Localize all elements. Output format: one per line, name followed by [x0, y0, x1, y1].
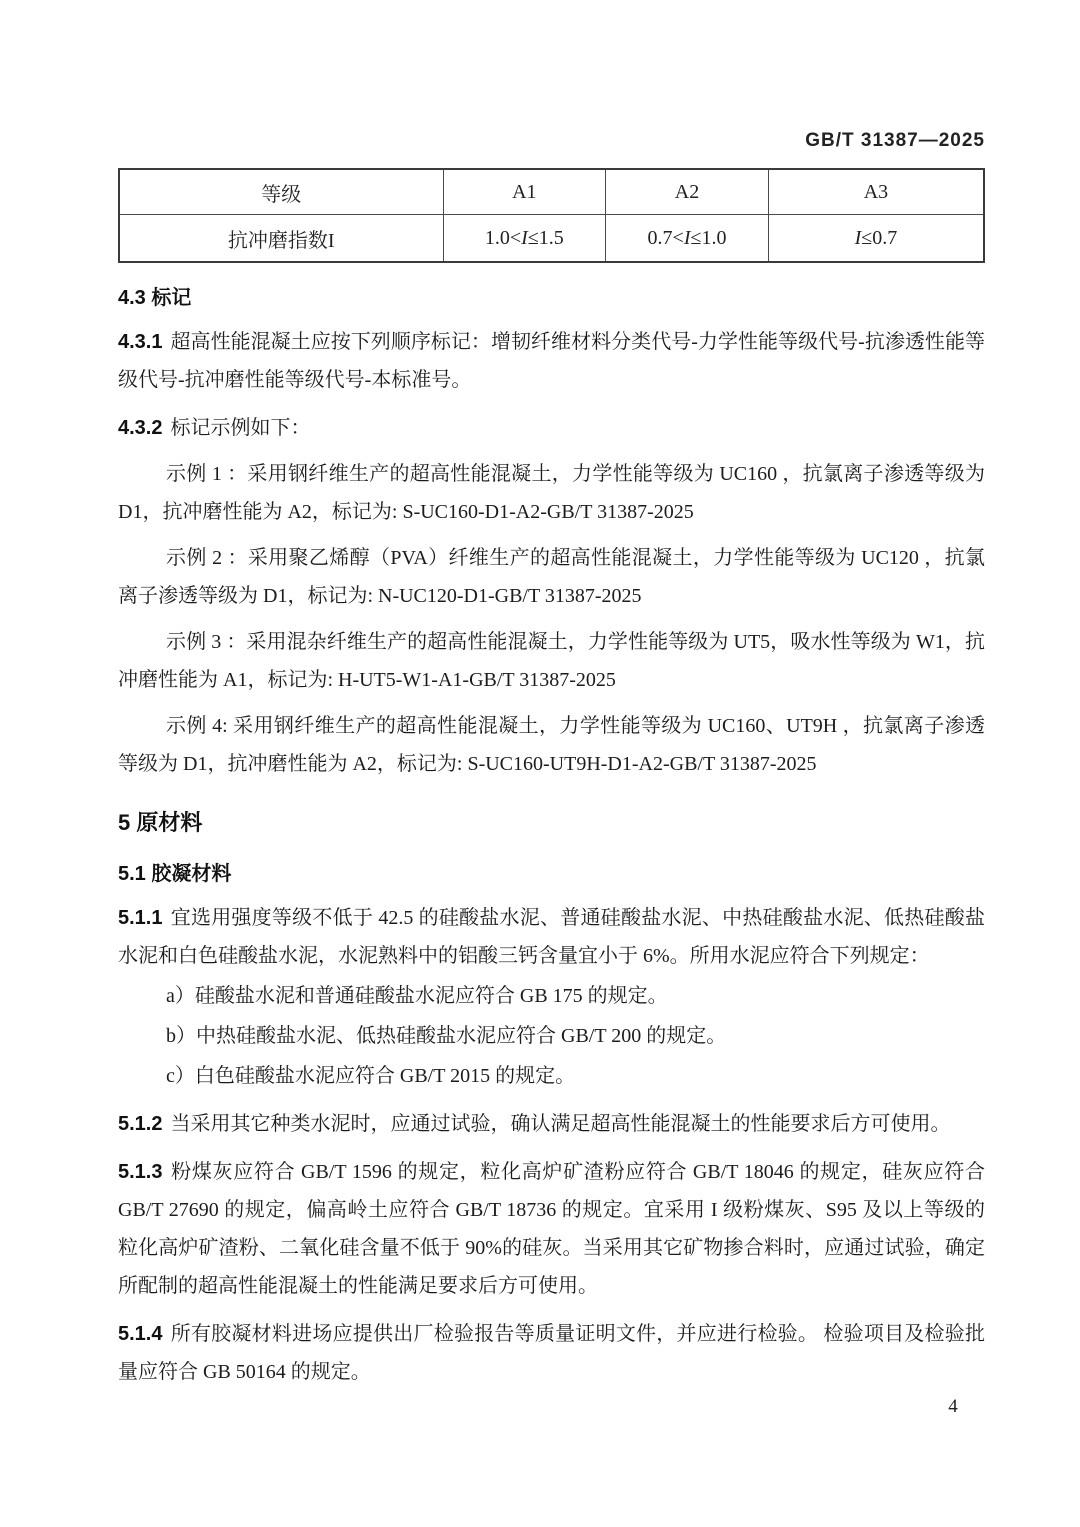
- clause-number: 4.3.2: [118, 417, 163, 439]
- clause-text: 宜选用强度等级不低于 42.5 的硅酸盐水泥、普通硅酸盐水泥、中热硅酸盐水泥、低热硅酸盐水泥和白色硅酸盐水泥，水泥熟料中的铝酸三钙含量宜小于 6%。所用水泥应符合下列规定：: [118, 907, 985, 967]
- clause-number: 5.1.1: [118, 907, 163, 929]
- clause-number: 5.1.4: [118, 1323, 163, 1345]
- clause-number: 4.3.1: [118, 331, 163, 353]
- grade-table-header-row: [119, 169, 984, 215]
- value-suffix: ≤1.0: [690, 226, 727, 249]
- grade-table-header-cell: A3: [768, 169, 984, 215]
- grade-table-row-label: 抗冲磨指数I: [119, 215, 443, 263]
- page-content: [118, 128, 985, 1391]
- page-number: 4: [948, 1396, 958, 1417]
- section-heading-5: 5 原材料: [118, 810, 203, 835]
- sub-item-a: a）硅酸盐水泥和普通硅酸盐水泥应符合 GB 175 的规定。: [166, 985, 668, 1007]
- value-variable: I: [521, 226, 528, 249]
- example-3: 示例 3 ：采用混杂纤维生产的超高性能混凝土，力学性能等级为 UT5，吸水性等级为 W1，抗冲磨性能为 A1，标记为: H-UT5-W1-A1-GB/T 31387-2025: [118, 631, 985, 691]
- grade-table-value-cell: [443, 215, 606, 263]
- clause-4-3-2: [118, 409, 985, 447]
- grade-table-value-row: [119, 215, 984, 263]
- value-suffix: ≤0.7: [861, 226, 898, 249]
- clause-4-3-1: [118, 323, 985, 399]
- value-prefix: 1.0<: [484, 226, 522, 249]
- clause-5-1-3: [118, 1153, 985, 1305]
- grade-table-header-cell: 等级: [119, 169, 443, 215]
- section-heading-4-3: 4.3 标记: [118, 287, 192, 309]
- clause-5-1-2: [118, 1105, 985, 1143]
- value-variable: I: [683, 226, 691, 249]
- clause-text: 当采用其它种类水泥时，应通过试验，确认满足超高性能混凝土的性能要求后方可使用。: [170, 1113, 951, 1135]
- grade-table-value-cell: [606, 215, 769, 263]
- clause-text: 所有胶凝材料进场应提供出厂检验报告等质量证明文件，并应进行检验。 检验项目及检验批量应符合 GB 50164 的规定。: [118, 1323, 985, 1383]
- clause-text: 超高性能混凝土应按下列顺序标记：增韧纤维材料分类代号-力学性能等级代号-抗渗透性能等级代号-抗冲磨性能等级代号-本标准号。: [118, 331, 985, 391]
- value-variable: I: [854, 226, 862, 249]
- standard-number-header: GB/T 31387—2025: [805, 130, 985, 151]
- clause-text: 粉煤灰应符合 GB/T 1596 的规定，粒化高炉矿渣粉应符合 GB/T 18046 的规定，硅灰应符合 GB/T 27690 的规定，偏高岭土应符合 GB/T 18736 的规定。宜采用 I 级粉煤灰、S95 及以上等级的粒化高炉矿渣粉、二氧化硅含量不低于 90%的硅灰。当采用其它矿物掺合料时，应通过试验，确定所配制的超高性能混凝土的性能满足要求后方可使用。: [118, 1161, 985, 1297]
- value-suffix: ≤1.5: [527, 226, 564, 249]
- clause-number: 5.1.3: [118, 1161, 163, 1183]
- grade-table-header-cell: A1: [443, 169, 606, 215]
- example-1: 示例 1 ：采用钢纤维生产的超高性能混凝土，力学性能等级为 UC160 ，抗氯离子渗透等级为 D1，抗冲磨性能为 A2，标记为: S-UC160-D1-A2-GB/T 31387-2025: [118, 463, 985, 523]
- value-prefix: 0.7<: [647, 226, 684, 249]
- section-heading-5-1: 5.1 胶凝材料: [118, 863, 232, 885]
- grade-table-header-cell: A2: [606, 169, 769, 215]
- clause-5-1-4: [118, 1315, 985, 1391]
- example-4: 示例 4: 采用钢纤维生产的超高性能混凝土，力学性能等级为 UC160、UT9H ，抗氯离子渗透等级为 D1，抗冲磨性能为 A2，标记为: S-UC160-UT9H-D1-A2-GB/T 31387-2025: [118, 715, 985, 775]
- grade-table: [118, 168, 985, 263]
- sub-item-b: b）中热硅酸盐水泥、低热硅酸盐水泥应符合 GB/T 200 的规定。: [166, 1025, 727, 1047]
- clause-5-1-1: [118, 899, 985, 975]
- grade-table-value-cell: [768, 215, 984, 263]
- clause-text: 标记示例如下：: [170, 417, 311, 439]
- sub-item-c: c）白色硅酸盐水泥应符合 GB/T 2015 的规定。: [166, 1065, 576, 1087]
- example-2: 示例 2 ：采用聚乙烯醇（PVA）纤维生产的超高性能混凝土，力学性能等级为 UC120 ，抗氯离子渗透等级为 D1，标记为: N-UC120-D1-GB/T 31387-2025: [118, 547, 985, 607]
- clause-number: 5.1.2: [118, 1113, 163, 1135]
